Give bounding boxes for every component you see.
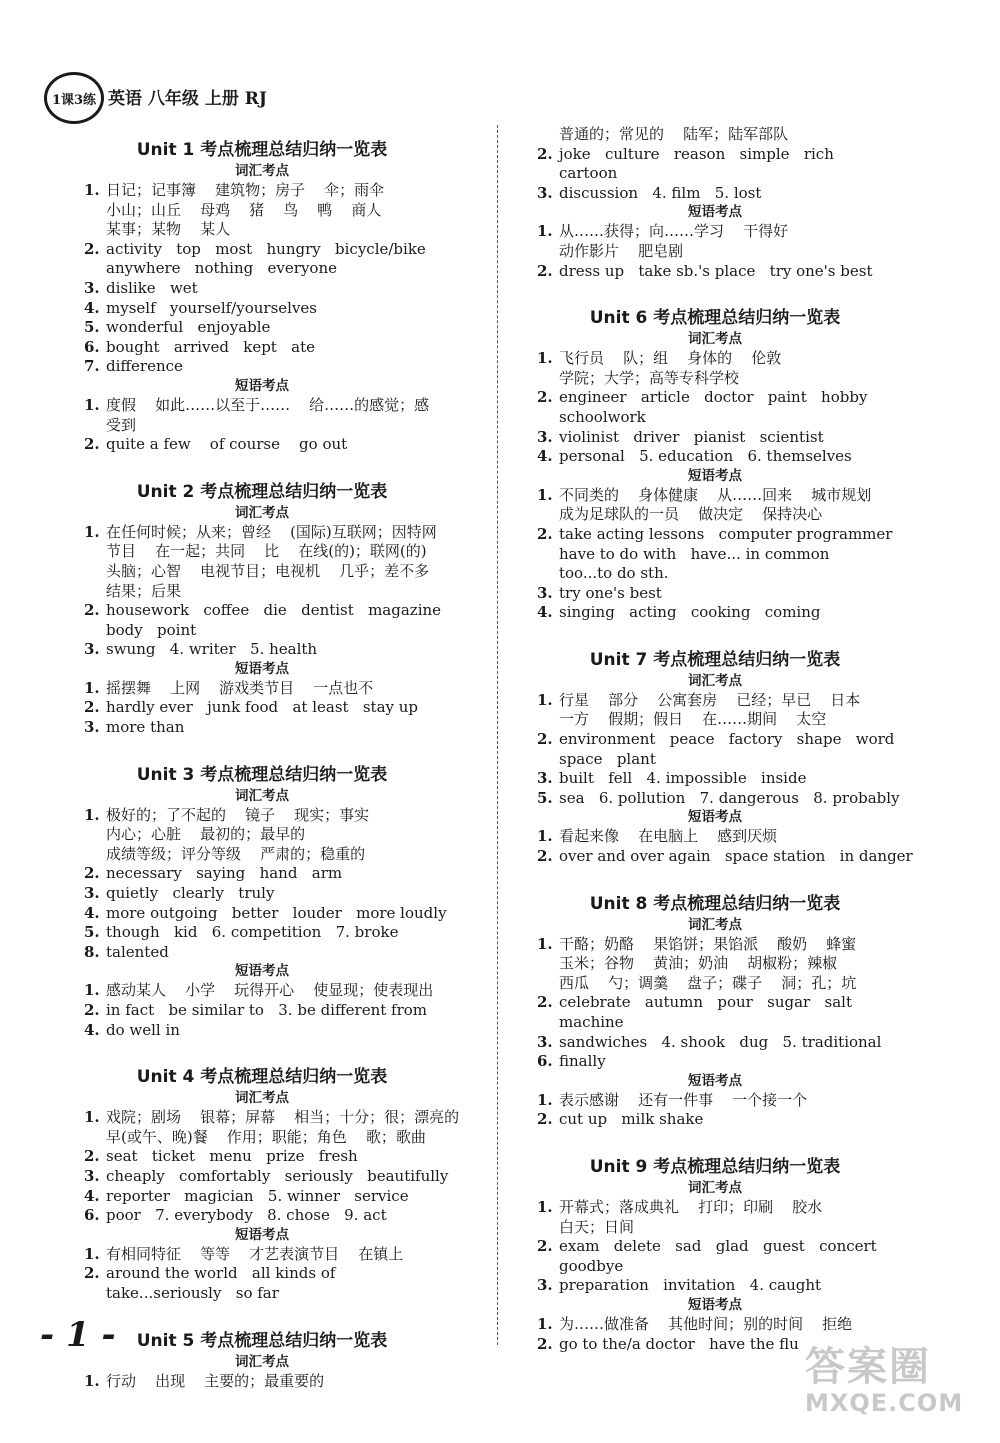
answer-item bbox=[82, 338, 486, 358]
item-number: 2. bbox=[84, 435, 100, 454]
item-line: poor 7. everybody 8. chose 9. act bbox=[106, 1206, 387, 1225]
item-number: 1. bbox=[537, 934, 553, 953]
item-line: more than bbox=[106, 718, 185, 737]
item-line: cut up milk shake bbox=[559, 1110, 704, 1129]
watermark-logo bbox=[805, 1345, 975, 1425]
item-number: 4. bbox=[537, 447, 553, 466]
answer-item bbox=[535, 349, 939, 388]
item-number: 2. bbox=[84, 239, 100, 258]
section-heading: 词汇考点 bbox=[688, 916, 742, 933]
item-number: 5. bbox=[84, 318, 100, 337]
item-number: 3. bbox=[84, 718, 100, 737]
item-number: 4. bbox=[84, 298, 100, 317]
item-number: 2. bbox=[84, 601, 100, 620]
item-number: 2. bbox=[84, 698, 100, 717]
item-line: seat ticket menu prize fresh bbox=[106, 1147, 358, 1166]
item-line: 有相同特征 等等 才艺表演节目 在镇上 bbox=[106, 1244, 404, 1263]
item-number: 5. bbox=[537, 788, 553, 807]
item-number: 1. bbox=[84, 395, 100, 414]
item-line: 行动 出现 主要的；最重要的 bbox=[106, 1371, 325, 1390]
item-number: 5. bbox=[84, 923, 100, 942]
item-line: 在任何时候；从来；曾经 (国际)互联网；因特网 bbox=[106, 522, 437, 541]
item-number: 1. bbox=[84, 981, 100, 1000]
item-line: take...seriously so far bbox=[106, 1283, 279, 1302]
answer-item bbox=[535, 1033, 939, 1053]
item-line: 干酪；奶酪 果馅饼；果馅派 酸奶 蜂蜜 bbox=[559, 934, 857, 953]
item-number: 2. bbox=[537, 993, 553, 1012]
answer-item bbox=[82, 357, 486, 377]
answer-item bbox=[82, 1021, 486, 1041]
answer-item bbox=[535, 1237, 939, 1276]
item-number: 1. bbox=[537, 827, 553, 846]
section-heading: 词汇考点 bbox=[688, 1179, 742, 1196]
unit-title: Unit 8 考点梳理总结归纳一览表 bbox=[589, 893, 841, 914]
item-line: 学院；大学；高等专科学校 bbox=[559, 368, 740, 387]
item-number: 1. bbox=[537, 1314, 553, 1333]
right-column bbox=[535, 125, 955, 1366]
answer-item bbox=[82, 279, 486, 299]
item-line: anywhere nothing everyone bbox=[106, 259, 337, 278]
answer-item bbox=[535, 145, 939, 184]
item-number: 3. bbox=[84, 884, 100, 903]
item-line: bought arrived kept ate bbox=[106, 337, 315, 356]
unit-title: Unit 4 考点梳理总结归纳一览表 bbox=[136, 1067, 388, 1088]
item-number: 1. bbox=[537, 1197, 553, 1216]
section-heading: 短语考点 bbox=[688, 1296, 742, 1313]
item-line: 开幕式；落成典礼 打印；印刷 胶水 bbox=[559, 1197, 823, 1216]
item-number: 3. bbox=[537, 427, 553, 446]
answer-item bbox=[82, 1167, 486, 1187]
answer-item bbox=[535, 1315, 939, 1335]
item-line: 表示感谢 还有一件事 一个接一个 bbox=[559, 1090, 808, 1109]
answer-item bbox=[82, 679, 486, 699]
item-line: wonderful enjoyable bbox=[106, 318, 271, 337]
publisher-logo bbox=[44, 72, 104, 124]
item-line: hardly ever junk food at least stay up bbox=[106, 698, 419, 717]
answer-item bbox=[82, 1245, 486, 1265]
item-line: 日记；记事簿 建筑物；房子 伞；雨伞 bbox=[106, 181, 385, 199]
item-line: dislike wet bbox=[106, 278, 198, 297]
section-heading: 词汇考点 bbox=[235, 1090, 289, 1107]
item-number: 2. bbox=[84, 864, 100, 883]
item-line: 感动某人 小学 玩得开心 使显现；使表现出 bbox=[106, 981, 434, 1000]
item-line: difference bbox=[106, 357, 183, 376]
item-number: 1. bbox=[84, 1108, 100, 1127]
item-line: 白天；日间 bbox=[559, 1217, 635, 1236]
item-number: 1. bbox=[84, 805, 100, 824]
answer-item bbox=[82, 601, 486, 640]
answer-item bbox=[535, 262, 939, 282]
item-number: 4. bbox=[84, 1020, 100, 1039]
answer-item bbox=[82, 806, 486, 865]
item-number: 1. bbox=[537, 349, 553, 368]
item-line: 摇摆舞 上网 游戏类节目 一点也不 bbox=[106, 678, 374, 697]
item-line: necessary saying hand arm bbox=[106, 864, 343, 883]
item-line: preparation invitation 4. caught bbox=[559, 1276, 822, 1295]
item-line: in fact be similar to 3. be different from bbox=[106, 1001, 427, 1019]
answer-item bbox=[82, 923, 486, 943]
section-heading: 短语考点 bbox=[688, 204, 742, 221]
answer-item bbox=[535, 428, 939, 448]
item-line: 看起来像 在电脑上 感到厌烦 bbox=[559, 827, 778, 846]
item-line: over and over again space station in danger bbox=[559, 847, 913, 866]
answer-item bbox=[82, 1147, 486, 1167]
item-number: 3. bbox=[537, 1032, 553, 1051]
answer-item bbox=[535, 125, 939, 145]
answer-item bbox=[535, 388, 939, 427]
unit-spacer bbox=[535, 623, 955, 635]
answer-item bbox=[535, 1198, 939, 1237]
item-line: try one's best bbox=[559, 583, 662, 602]
item-number: 2. bbox=[84, 1264, 100, 1283]
item-number: 2. bbox=[84, 1001, 100, 1019]
item-line: space plant bbox=[559, 749, 656, 768]
answer-item bbox=[82, 318, 486, 338]
section-heading: 词汇考点 bbox=[688, 331, 742, 348]
item-number: 1. bbox=[537, 485, 553, 504]
item-number: 1. bbox=[537, 1090, 553, 1109]
item-line: reporter magician 5. winner service bbox=[106, 1186, 409, 1205]
item-number: 1. bbox=[537, 222, 553, 241]
item-number: 4. bbox=[537, 603, 553, 622]
section-heading: 短语考点 bbox=[688, 809, 742, 826]
item-line: do well in bbox=[106, 1020, 180, 1039]
item-number: 3. bbox=[537, 583, 553, 602]
item-line: 某事；某物 某人 bbox=[106, 220, 231, 239]
answer-item bbox=[82, 640, 486, 660]
item-number: 6. bbox=[537, 1052, 553, 1071]
item-number: 8. bbox=[84, 942, 100, 961]
unit-spacer bbox=[535, 281, 955, 293]
unit-title: Unit 6 考点梳理总结归纳一览表 bbox=[589, 308, 841, 329]
section-heading: 词汇考点 bbox=[235, 787, 289, 804]
page-header bbox=[40, 70, 440, 120]
item-line: 节目 在一起；共同 比 在线(的)；联网(的) bbox=[106, 542, 427, 561]
answer-item bbox=[535, 1091, 939, 1111]
answer-item bbox=[82, 698, 486, 718]
answer-item bbox=[82, 523, 486, 601]
item-line: goodbye bbox=[559, 1256, 624, 1275]
answer-item bbox=[535, 584, 939, 604]
answer-item bbox=[82, 299, 486, 319]
section-heading: 短语考点 bbox=[235, 963, 289, 980]
item-line: myself yourself/yourselves bbox=[106, 298, 317, 317]
unit-spacer bbox=[82, 1040, 502, 1052]
item-number: 2. bbox=[537, 261, 553, 280]
item-number: 3. bbox=[84, 1166, 100, 1185]
item-line: dress up take sb.'s place try one's best bbox=[559, 261, 873, 280]
answer-item bbox=[535, 184, 939, 204]
answer-item bbox=[535, 1110, 939, 1130]
answer-item bbox=[535, 1276, 939, 1296]
item-line: 从……获得；向……学习 干得好 bbox=[559, 222, 789, 241]
item-line: 成绩等级；评分等级 严肃的；稳重的 bbox=[106, 844, 366, 863]
item-number: 1. bbox=[84, 522, 100, 541]
item-line: finally bbox=[559, 1052, 606, 1071]
item-line: quietly clearly truly bbox=[106, 884, 275, 903]
section-heading: 短语考点 bbox=[235, 1226, 289, 1243]
item-line: discussion 4. film 5. lost bbox=[559, 183, 762, 202]
unit-title: Unit 1 考点梳理总结归纳一览表 bbox=[136, 140, 388, 160]
unit-title: Unit 7 考点梳理总结归纳一览表 bbox=[589, 649, 841, 670]
item-number: 1. bbox=[84, 1371, 100, 1390]
answer-item bbox=[82, 1206, 486, 1226]
answer-item bbox=[535, 1052, 939, 1072]
item-line: 成为足球队的一员 做决定 保持决心 bbox=[559, 505, 823, 524]
answer-item bbox=[82, 1001, 486, 1021]
section-heading: 词汇考点 bbox=[235, 504, 289, 521]
answer-item bbox=[82, 904, 486, 924]
item-number: 2. bbox=[84, 1147, 100, 1166]
section-heading: 短语考点 bbox=[688, 467, 742, 484]
answer-item bbox=[82, 981, 486, 1001]
answer-item bbox=[535, 789, 939, 809]
item-number: 1. bbox=[84, 181, 100, 199]
item-line: go to the/a doctor have the flu bbox=[559, 1334, 799, 1353]
answer-item bbox=[535, 486, 939, 525]
unit-spacer bbox=[82, 455, 502, 467]
unit-title: Unit 3 考点梳理总结归纳一览表 bbox=[136, 764, 388, 785]
header-title: 英语 八年级 上册 RJ bbox=[108, 89, 267, 109]
unit-title: Unit 9 考点梳理总结归纳一览表 bbox=[589, 1156, 841, 1177]
answer-item bbox=[82, 1372, 486, 1392]
item-line: 行星 部分 公寓套房 已经；早已 日本 bbox=[559, 690, 861, 709]
item-number: 2. bbox=[537, 144, 553, 163]
item-line: 普通的；常见的 陆军；陆军部队 bbox=[559, 125, 789, 143]
answer-item bbox=[82, 1108, 486, 1147]
item-line: environment peace factory shape word bbox=[559, 730, 895, 749]
item-number: 3. bbox=[84, 640, 100, 659]
item-line: cheaply comfortably seriously beautifully bbox=[106, 1166, 449, 1185]
item-number: 6. bbox=[84, 1206, 100, 1225]
answer-item bbox=[535, 769, 939, 789]
item-line: 内心；心脏 最初的；最早的 bbox=[106, 825, 306, 844]
item-line: 小山；山丘 母鸡 猪 鸟 鸭 商人 bbox=[106, 200, 382, 219]
item-line: body point bbox=[106, 620, 197, 639]
item-line: more outgoing better louder more loudly bbox=[106, 903, 447, 922]
item-number: 4. bbox=[84, 903, 100, 922]
item-line: 飞行员 队；组 身体的 伦敦 bbox=[559, 349, 782, 368]
answer-item bbox=[82, 884, 486, 904]
item-line: machine bbox=[559, 1013, 624, 1031]
answer-item bbox=[535, 730, 939, 769]
unit-spacer bbox=[535, 1130, 955, 1142]
unit-spacer bbox=[82, 1391, 502, 1403]
item-number: 3. bbox=[537, 769, 553, 788]
answer-item bbox=[535, 447, 939, 467]
answer-item bbox=[82, 240, 486, 279]
watermark-text-top: 答案圈 bbox=[805, 1344, 931, 1390]
item-number: 7. bbox=[84, 357, 100, 376]
item-line: 极好的；了不起的 镜子 现实；事实 bbox=[106, 805, 370, 824]
item-line: 不同类的 身体健康 从……回来 城市规划 bbox=[559, 485, 872, 504]
answer-item bbox=[535, 935, 939, 994]
item-line: quite a few of course go out bbox=[106, 435, 348, 454]
item-line: though kid 6. competition 7. broke bbox=[106, 923, 399, 942]
answer-item bbox=[82, 1264, 486, 1303]
item-line: talented bbox=[106, 942, 169, 961]
item-number: 2. bbox=[537, 1334, 553, 1353]
item-line: activity top most hungry bicycle/bike bbox=[106, 239, 426, 258]
section-heading: 短语考点 bbox=[235, 660, 289, 677]
item-line: singing acting cooking coming bbox=[559, 603, 821, 622]
item-line: 度假 如此……以至于…… 给……的感觉；感 bbox=[106, 395, 430, 414]
section-heading: 短语考点 bbox=[688, 1072, 742, 1089]
column-divider bbox=[497, 125, 498, 1345]
item-line: 结果；后果 bbox=[106, 581, 182, 600]
item-line: swung 4. writer 5. health bbox=[106, 640, 318, 659]
item-number: 6. bbox=[84, 337, 100, 356]
answer-item bbox=[82, 435, 486, 455]
section-heading: 词汇考点 bbox=[235, 1353, 289, 1370]
item-line: exam delete sad glad guest concert bbox=[559, 1237, 877, 1256]
item-line: housework coffee die dentist magazine bbox=[106, 601, 442, 620]
item-line: 西瓜 勺；调羹 盘子；碟子 洞；孔；坑 bbox=[559, 973, 857, 992]
item-line: 戏院；剧场 银幕；屏幕 相当；十分；很；漂亮的 bbox=[106, 1108, 460, 1127]
page-number: - 1 - bbox=[40, 1315, 116, 1355]
item-line: joke culture reason simple rich bbox=[559, 144, 834, 163]
item-number: 1. bbox=[537, 690, 553, 709]
item-number: 2. bbox=[537, 524, 553, 543]
item-line: personal 5. education 6. themselves bbox=[559, 447, 852, 466]
answer-item bbox=[535, 525, 939, 584]
item-line: have to do with have... in common bbox=[559, 544, 830, 563]
answer-item bbox=[535, 222, 939, 261]
item-line: sea 6. pollution 7. dangerous 8. probably bbox=[559, 788, 900, 807]
section-heading: 词汇考点 bbox=[235, 163, 289, 179]
item-line: 受到 bbox=[106, 415, 137, 434]
unit-spacer bbox=[82, 1304, 502, 1316]
answer-item bbox=[82, 396, 486, 435]
answer-item bbox=[82, 718, 486, 738]
item-number: 2. bbox=[537, 1237, 553, 1256]
unit-title: Unit 5 考点梳理总结归纳一览表 bbox=[136, 1330, 388, 1351]
item-number: 2. bbox=[537, 1110, 553, 1129]
item-number: 3. bbox=[84, 278, 100, 297]
item-number: 3. bbox=[537, 183, 553, 202]
item-line: engineer article doctor paint hobby bbox=[559, 388, 868, 407]
item-number: 2. bbox=[537, 847, 553, 866]
item-line: around the world all kinds of bbox=[106, 1264, 336, 1283]
item-number: 1. bbox=[84, 678, 100, 697]
item-line: built fell 4. impossible inside bbox=[559, 769, 807, 788]
unit-spacer bbox=[82, 738, 502, 750]
answer-item bbox=[535, 603, 939, 623]
answer-item bbox=[535, 691, 939, 730]
logo-text: 1课3练 bbox=[51, 92, 97, 108]
section-heading: 短语考点 bbox=[235, 377, 289, 394]
item-line: 头脑；心智 电视节目；电视机 几乎；差不多 bbox=[106, 561, 430, 580]
unit-spacer bbox=[535, 867, 955, 879]
answer-item bbox=[535, 847, 939, 867]
item-line: cartoon bbox=[559, 164, 618, 183]
item-line: celebrate autumn pour sugar salt bbox=[559, 993, 852, 1012]
item-line: 一方 假期；假日 在……期间 太空 bbox=[559, 710, 827, 729]
item-number: 4. bbox=[84, 1186, 100, 1205]
item-line: schoolwork bbox=[559, 407, 646, 426]
unit-title: Unit 2 考点梳理总结归纳一览表 bbox=[136, 481, 388, 502]
left-column bbox=[82, 125, 502, 1403]
item-line: 动作影片 肥皂剧 bbox=[559, 241, 684, 260]
item-line: 玉米；谷物 黄油；奶油 胡椒粉；辣椒 bbox=[559, 954, 838, 973]
item-line: sandwiches 4. shook dug 5. traditional bbox=[559, 1032, 882, 1051]
answer-item bbox=[82, 864, 486, 884]
watermark-text-bottom: MXQE.COM bbox=[805, 1389, 964, 1417]
section-heading: 词汇考点 bbox=[688, 672, 742, 689]
answer-item bbox=[535, 993, 939, 1032]
item-line: take acting lessons computer programmer bbox=[559, 524, 893, 543]
item-line: violinist driver pianist scientist bbox=[559, 427, 824, 446]
item-line: 早(或午、晚)餐 作用；职能；角色 歌；歌曲 bbox=[106, 1127, 426, 1146]
item-number: 3. bbox=[537, 1276, 553, 1295]
answer-item bbox=[535, 827, 939, 847]
answer-item bbox=[82, 181, 486, 240]
answer-item bbox=[82, 943, 486, 963]
item-line: too...to do sth. bbox=[559, 564, 669, 583]
item-line: 为……做准备 其他时间；别的时间 拒绝 bbox=[559, 1314, 853, 1333]
item-number: 2. bbox=[537, 388, 553, 407]
item-number: 2. bbox=[537, 730, 553, 749]
item-number: 1. bbox=[84, 1244, 100, 1263]
answer-item bbox=[82, 1187, 486, 1207]
